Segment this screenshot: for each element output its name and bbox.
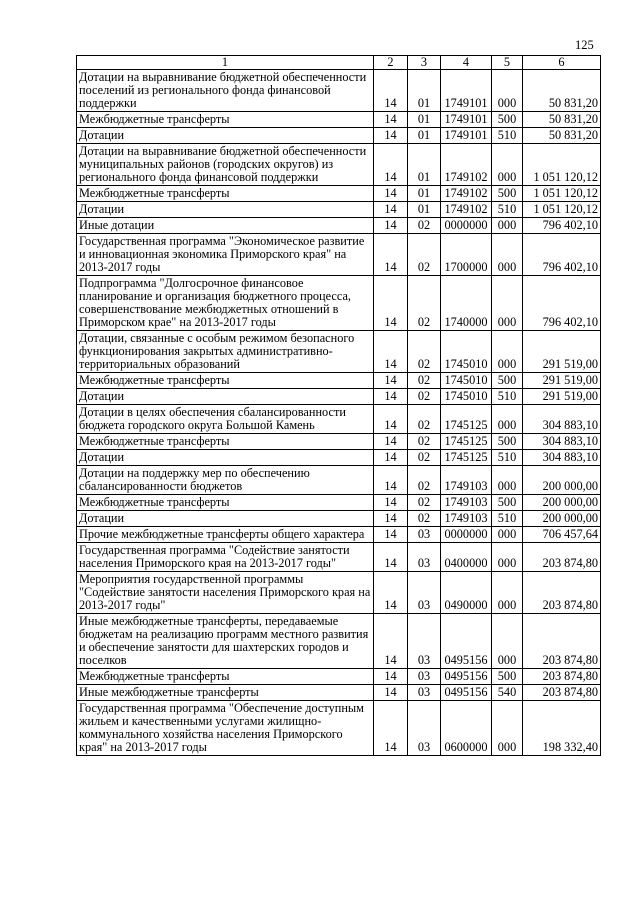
expense-type-cell: 500 — [492, 669, 523, 685]
table-row — [77, 186, 601, 202]
table-row — [77, 450, 601, 466]
item-name-cell: Межбюджетные трансферты — [77, 434, 374, 450]
section-cell: 14 — [374, 495, 408, 511]
target-article-cell: 0490000 — [441, 572, 492, 614]
amount-cell: 198 332,40 — [523, 701, 601, 756]
target-article-cell: 1745125 — [441, 450, 492, 466]
table-row — [77, 527, 601, 543]
item-name-cell: Дотации — [77, 511, 374, 527]
expense-type-cell: 500 — [492, 434, 523, 450]
section-cell: 14 — [374, 112, 408, 128]
target-article-cell: 1749101 — [441, 112, 492, 128]
target-article-cell: 1749103 — [441, 511, 492, 527]
amount-cell: 1 051 120,12 — [523, 186, 601, 202]
expense-type-cell: 000 — [492, 70, 523, 112]
subsection-cell: 03 — [408, 685, 441, 701]
item-name-cell: Межбюджетные трансферты — [77, 495, 374, 511]
column-header-5: 5 — [492, 56, 523, 70]
section-cell: 14 — [374, 701, 408, 756]
expense-type-cell: 500 — [492, 112, 523, 128]
column-header-6: 6 — [523, 56, 601, 70]
item-name-cell: Дотации на выравнивание бюджетной обеспеченности муниципальных районов (городских округов) из регионального фонда финансовой поддержки — [77, 144, 374, 186]
subsection-cell: 01 — [408, 128, 441, 144]
table-row — [77, 70, 601, 112]
section-cell: 14 — [374, 234, 408, 276]
expense-type-cell: 510 — [492, 450, 523, 466]
amount-cell: 291 519,00 — [523, 373, 601, 389]
expense-type-cell: 000 — [492, 466, 523, 495]
table-row — [77, 144, 601, 186]
amount-cell: 200 000,00 — [523, 495, 601, 511]
amount-cell: 291 519,00 — [523, 331, 601, 373]
subsection-cell: 02 — [408, 511, 441, 527]
header-row — [77, 56, 601, 70]
target-article-cell: 1745125 — [441, 434, 492, 450]
table-row — [77, 234, 601, 276]
table-row — [77, 572, 601, 614]
amount-cell: 203 874,80 — [523, 572, 601, 614]
expense-type-cell: 000 — [492, 543, 523, 572]
target-article-cell: 1749102 — [441, 144, 492, 186]
subsection-cell: 03 — [408, 527, 441, 543]
amount-cell: 50 831,20 — [523, 112, 601, 128]
section-cell: 14 — [374, 389, 408, 405]
subsection-cell: 02 — [408, 373, 441, 389]
item-name-cell: Иные дотации — [77, 218, 374, 234]
page-number: 125 — [575, 38, 594, 52]
target-article-cell: 0600000 — [441, 701, 492, 756]
section-cell: 14 — [374, 572, 408, 614]
target-article-cell: 0000000 — [441, 218, 492, 234]
subsection-cell: 02 — [408, 234, 441, 276]
table-row — [77, 669, 601, 685]
table-row — [77, 202, 601, 218]
table-row — [77, 331, 601, 373]
amount-cell: 1 051 120,12 — [523, 202, 601, 218]
expense-type-cell: 000 — [492, 701, 523, 756]
amount-cell: 796 402,10 — [523, 218, 601, 234]
amount-cell: 50 831,20 — [523, 70, 601, 112]
expense-type-cell: 510 — [492, 511, 523, 527]
section-cell: 14 — [374, 373, 408, 389]
section-cell: 14 — [374, 669, 408, 685]
amount-cell: 203 874,80 — [523, 614, 601, 669]
item-name-cell: Иные межбюджетные трансферты, передаваемые бюджетам на реализацию программ местного развития и обеспечение занятости для шахтерских городов и поселков — [77, 614, 374, 669]
target-article-cell: 1745125 — [441, 405, 492, 434]
target-article-cell: 1749102 — [441, 202, 492, 218]
expense-type-cell: 000 — [492, 218, 523, 234]
section-cell: 14 — [374, 144, 408, 186]
subsection-cell: 02 — [408, 276, 441, 331]
item-name-cell: Дотации — [77, 128, 374, 144]
column-header-3: 3 — [408, 56, 441, 70]
section-cell: 14 — [374, 276, 408, 331]
section-cell: 14 — [374, 202, 408, 218]
expense-type-cell: 500 — [492, 186, 523, 202]
target-article-cell: 1749101 — [441, 70, 492, 112]
expense-type-cell: 000 — [492, 144, 523, 186]
item-name-cell: Межбюджетные трансферты — [77, 186, 374, 202]
table-row — [77, 685, 601, 701]
subsection-cell: 02 — [408, 405, 441, 434]
amount-cell: 50 831,20 — [523, 128, 601, 144]
target-article-cell: 0495156 — [441, 614, 492, 669]
expense-type-cell: 510 — [492, 128, 523, 144]
table-row — [77, 276, 601, 331]
item-name-cell: Государственная программа "Содействие занятости населения Приморского края на 2013-2017 годы" — [77, 543, 374, 572]
item-name-cell: Дотации — [77, 202, 374, 218]
target-article-cell: 1745010 — [441, 331, 492, 373]
table-row — [77, 511, 601, 527]
section-cell: 14 — [374, 218, 408, 234]
target-article-cell: 1749102 — [441, 186, 492, 202]
item-name-cell: Прочие межбюджетные трансферты общего характера — [77, 527, 374, 543]
amount-cell: 203 874,80 — [523, 685, 601, 701]
amount-cell: 304 883,10 — [523, 405, 601, 434]
section-cell: 14 — [374, 466, 408, 495]
item-name-cell: Дотации — [77, 450, 374, 466]
expense-type-cell: 510 — [492, 389, 523, 405]
target-article-cell: 1700000 — [441, 234, 492, 276]
table-row — [77, 495, 601, 511]
subsection-cell: 01 — [408, 202, 441, 218]
section-cell: 14 — [374, 527, 408, 543]
item-name-cell: Межбюджетные трансферты — [77, 112, 374, 128]
item-name-cell: Мероприятия государственной программы "Содействие занятости населения Приморского края на 2013-2017 годы" — [77, 572, 374, 614]
expense-type-cell: 000 — [492, 331, 523, 373]
item-name-cell: Государственная программа "Экономическое развитие и инновационная экономика Приморского края" на 2013-2017 годы — [77, 234, 374, 276]
target-article-cell: 1745010 — [441, 389, 492, 405]
subsection-cell: 02 — [408, 466, 441, 495]
subsection-cell: 01 — [408, 70, 441, 112]
expense-type-cell: 540 — [492, 685, 523, 701]
item-name-cell: Межбюджетные трансферты — [77, 669, 374, 685]
target-article-cell: 1749101 — [441, 128, 492, 144]
table-row — [77, 466, 601, 495]
column-header-4: 4 — [441, 56, 492, 70]
table-body — [77, 70, 601, 756]
amount-cell: 796 402,10 — [523, 234, 601, 276]
table-row — [77, 389, 601, 405]
target-article-cell: 0000000 — [441, 527, 492, 543]
subsection-cell: 01 — [408, 112, 441, 128]
subsection-cell: 03 — [408, 701, 441, 756]
section-cell: 14 — [374, 434, 408, 450]
expense-type-cell: 000 — [492, 276, 523, 331]
budget-table — [76, 55, 601, 756]
section-cell: 14 — [374, 128, 408, 144]
item-name-cell: Дотации в целях обеспечения сбалансированности бюджета городского округа Большой Камень — [77, 405, 374, 434]
table-row — [77, 405, 601, 434]
amount-cell: 706 457,64 — [523, 527, 601, 543]
section-cell: 14 — [374, 331, 408, 373]
table-row — [77, 614, 601, 669]
target-article-cell: 1745010 — [441, 373, 492, 389]
amount-cell: 304 883,10 — [523, 434, 601, 450]
subsection-cell: 01 — [408, 186, 441, 202]
item-name-cell: Иные межбюджетные трансферты — [77, 685, 374, 701]
expense-type-cell: 510 — [492, 202, 523, 218]
table-row — [77, 218, 601, 234]
target-article-cell: 0400000 — [441, 543, 492, 572]
section-cell: 14 — [374, 186, 408, 202]
section-cell: 14 — [374, 614, 408, 669]
item-name-cell: Дотации, связанные с особым режимом безопасного функционирования закрытых административно-территориальных образований — [77, 331, 374, 373]
section-cell: 14 — [374, 405, 408, 434]
target-article-cell: 1749103 — [441, 466, 492, 495]
section-cell: 14 — [374, 511, 408, 527]
expense-type-cell: 000 — [492, 527, 523, 543]
amount-cell: 1 051 120,12 — [523, 144, 601, 186]
expense-type-cell: 000 — [492, 405, 523, 434]
subsection-cell: 03 — [408, 572, 441, 614]
column-header-1: 1 — [77, 56, 374, 70]
item-name-cell: Межбюджетные трансферты — [77, 373, 374, 389]
section-cell: 14 — [374, 450, 408, 466]
table-row — [77, 434, 601, 450]
subsection-cell: 02 — [408, 218, 441, 234]
subsection-cell: 02 — [408, 495, 441, 511]
target-article-cell: 0495156 — [441, 669, 492, 685]
subsection-cell: 02 — [408, 434, 441, 450]
section-cell: 14 — [374, 70, 408, 112]
column-header-2: 2 — [374, 56, 408, 70]
item-name-cell: Подпрограмма "Долгосрочное финансовое планирование и организация бюджетного процесса, совершенствование межбюджетных отношений в Приморском крае" на 2013-2017 годы — [77, 276, 374, 331]
subsection-cell: 03 — [408, 614, 441, 669]
expense-type-cell: 500 — [492, 495, 523, 511]
item-name-cell: Государственная программа "Обеспечение доступным жильем и качественными услугами жилищно-коммунального хозяйства населения Приморского края" на 2013-2017 годы — [77, 701, 374, 756]
subsection-cell: 02 — [408, 331, 441, 373]
subsection-cell: 02 — [408, 389, 441, 405]
section-cell: 14 — [374, 543, 408, 572]
amount-cell: 200 000,00 — [523, 511, 601, 527]
target-article-cell: 0495156 — [441, 685, 492, 701]
subsection-cell: 01 — [408, 144, 441, 186]
target-article-cell: 1749103 — [441, 495, 492, 511]
subsection-cell: 03 — [408, 669, 441, 685]
item-name-cell: Дотации на выравнивание бюджетной обеспеченности поселений из регионального фонда финансовой поддержки — [77, 70, 374, 112]
table-row — [77, 543, 601, 572]
subsection-cell: 02 — [408, 450, 441, 466]
amount-cell: 291 519,00 — [523, 389, 601, 405]
expense-type-cell: 000 — [492, 572, 523, 614]
target-article-cell: 1740000 — [441, 276, 492, 331]
subsection-cell: 03 — [408, 543, 441, 572]
section-cell: 14 — [374, 685, 408, 701]
amount-cell: 203 874,80 — [523, 543, 601, 572]
item-name-cell: Дотации на поддержку мер по обеспечению сбалансированности бюджетов — [77, 466, 374, 495]
table-row — [77, 128, 601, 144]
amount-cell: 304 883,10 — [523, 450, 601, 466]
item-name-cell: Дотации — [77, 389, 374, 405]
amount-cell: 200 000,00 — [523, 466, 601, 495]
expense-type-cell: 000 — [492, 234, 523, 276]
amount-cell: 796 402,10 — [523, 276, 601, 331]
table-row — [77, 112, 601, 128]
expense-type-cell: 000 — [492, 614, 523, 669]
amount-cell: 203 874,80 — [523, 669, 601, 685]
table-row — [77, 373, 601, 389]
expense-type-cell: 500 — [492, 373, 523, 389]
table-row — [77, 701, 601, 756]
